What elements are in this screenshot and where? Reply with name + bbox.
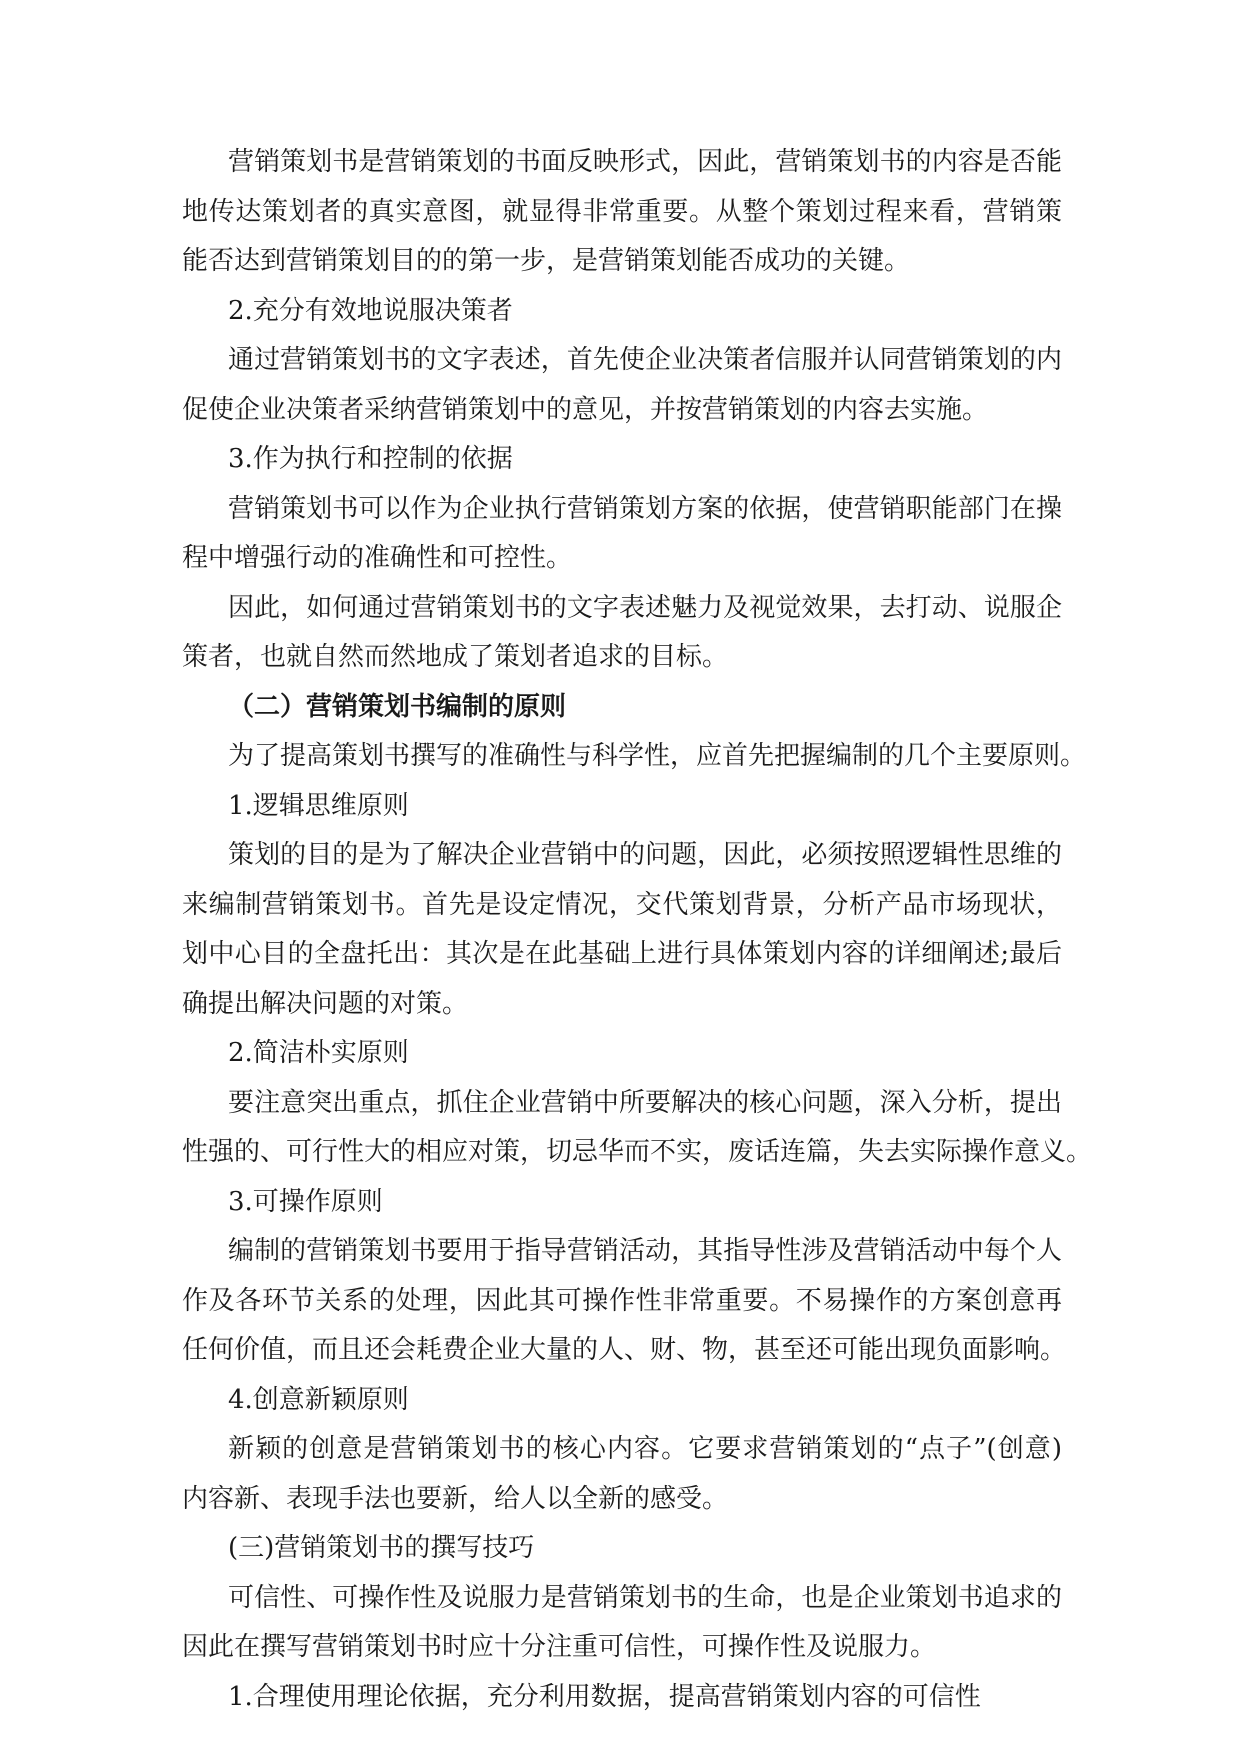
text-line: 通过营销策划书的文字表述，首先使企业决策者信服并认同营销策划的内 bbox=[228, 345, 1062, 375]
text-line: 为了提高策划书撰写的准确性与科学性，应首先把握编制的几个主要原则。 bbox=[228, 741, 1087, 771]
text-line: 策者，也就自然而然地成了策划者追求的目标。 bbox=[182, 642, 729, 672]
text-line: 1.合理使用理论依据，充分利用数据，提高营销策划内容的可信性 bbox=[228, 1681, 981, 1712]
text-line: 程中增强行动的准确性和可控性。 bbox=[182, 543, 573, 573]
text-line: 确提出解决问题的对策。 bbox=[182, 988, 469, 1019]
text-line: 作及各环节关系的处理，因此其可操作性非常重要。不易操作的方案创意再 bbox=[182, 1285, 1062, 1316]
text-line: 3.可操作原则 bbox=[228, 1186, 383, 1217]
text-line: 营销策划书可以作为企业执行营销策划方案的依据，使营销职能部门在操 bbox=[228, 493, 1062, 524]
text-line: 2.充分有效地说服决策者 bbox=[228, 295, 513, 326]
document-body bbox=[182, 138, 1093, 1722]
text-line: 性强的、可行性大的相应对策，切忌华而不实，废话连篇，失去实际操作意义。 bbox=[182, 1137, 1093, 1167]
text-line: 可信性、可操作性及说服力是营销策划书的生命，也是企业策划书追求的 bbox=[228, 1582, 1062, 1613]
text-line: 编制的营销策划书要用于指导营销活动，其指导性涉及营销活动中每个人 bbox=[228, 1236, 1062, 1266]
text-line: 策划的目的是为了解决企业营销中的问题，因此，必须按照逻辑性思维的 bbox=[228, 840, 1062, 870]
text-line: 1.逻辑思维原则 bbox=[228, 790, 409, 821]
text-line: 因此，如何通过营销策划书的文字表述魅力及视觉效果，去打动、说服企 bbox=[228, 592, 1062, 623]
text-line: 新颖的创意是营销策划书的核心内容。它要求营销策划的“点子”(创意) bbox=[228, 1434, 1062, 1464]
text-line: 因此在撰写营销策划书时应十分注重可信性，可操作性及说服力。 bbox=[182, 1632, 937, 1662]
text-line: 促使企业决策者采纳营销策划中的意见，并按营销策划的内容去实施。 bbox=[182, 394, 989, 425]
text-line: 4.创意新颖原则 bbox=[228, 1384, 409, 1415]
text-line: 来编制营销策划书。首先是设定情况，交代策划背景，分析产品市场现状， bbox=[182, 889, 1062, 920]
text-line: 要注意突出重点，抓住企业营销中所要解决的核心问题，深入分析，提出 bbox=[228, 1087, 1062, 1118]
section-heading: （二）营销策划书编制的原则 bbox=[228, 691, 567, 722]
text-line: (三)营销策划书的撰写技巧 bbox=[228, 1533, 535, 1563]
text-line: 3.作为执行和控制的依据 bbox=[228, 444, 513, 474]
text-line: 划中心目的全盘托出：其次是在此基础上进行具体策划内容的详细阐述;最后 bbox=[182, 939, 1062, 969]
text-line: 内容新、表现手法也要新，给人以全新的感受。 bbox=[182, 1483, 729, 1514]
text-line: 能否达到营销策划目的的第一步，是营销策划能否成功的关键。 bbox=[182, 246, 911, 276]
text-line: 任何价值，而且还会耗费企业大量的人、财、物，甚至还可能出现负面影响。 bbox=[182, 1335, 1067, 1365]
text-line: 地传达策划者的真实意图，就显得非常重要。从整个策划过程来看，营销策 bbox=[182, 196, 1062, 227]
text-line: 营销策划书是营销策划的书面反映形式，因此，营销策划书的内容是否能 bbox=[228, 147, 1062, 177]
text-line: 2.简洁朴实原则 bbox=[228, 1038, 409, 1068]
